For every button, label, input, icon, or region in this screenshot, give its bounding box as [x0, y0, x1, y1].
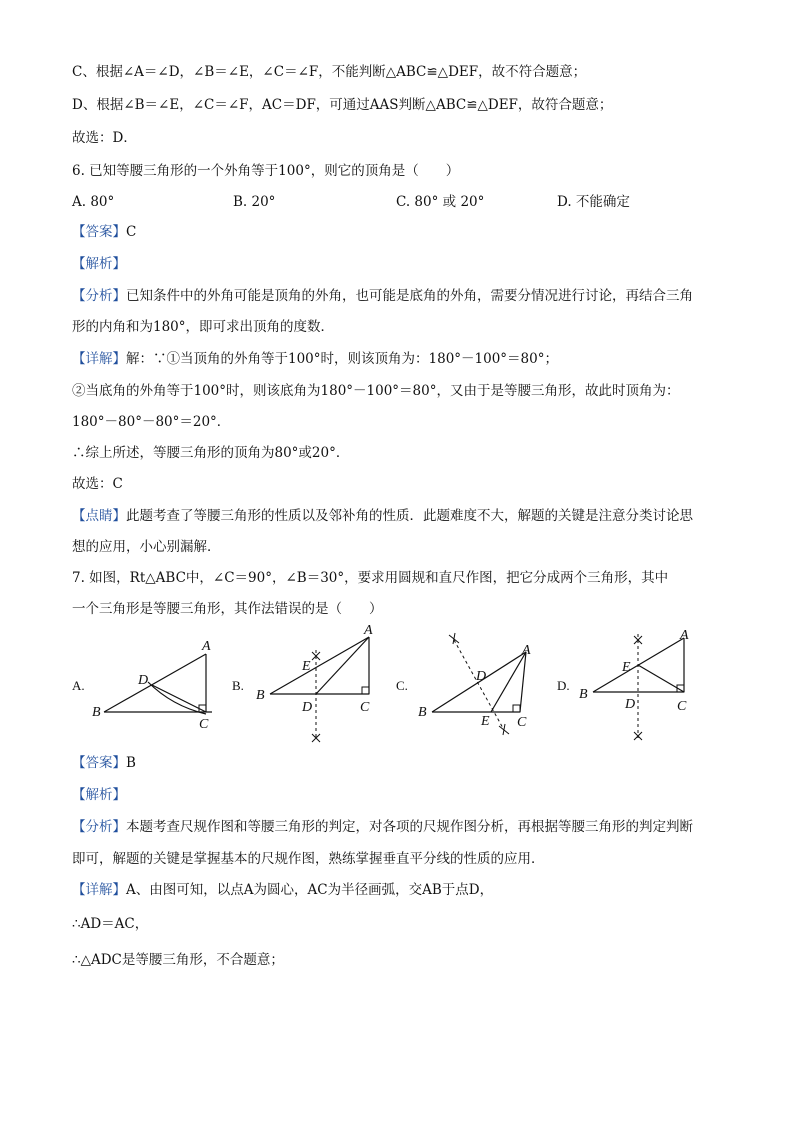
point-label: C — [199, 717, 209, 732]
figure-d-diagram — [557, 622, 707, 750]
text-line: 180°－80°－80°＝20°． — [72, 414, 231, 430]
answer-tag: 【答案】 — [72, 224, 126, 240]
text-line: 故选：C — [72, 476, 123, 492]
point-label: E — [622, 660, 631, 675]
answer-value: C — [126, 224, 137, 240]
figure-b-diagram — [232, 622, 382, 750]
text-line: ∴AD＝AC， — [72, 916, 149, 932]
point-label: D — [138, 673, 149, 688]
text-line: 形的内角和为180°，即可求出顶角的度数． — [72, 319, 335, 335]
analysis-line — [72, 817, 693, 837]
comment-line — [72, 506, 693, 526]
figure-option-label: B. — [232, 678, 244, 693]
point-label: D — [625, 697, 636, 712]
text-line: ∴综上所述，等腰三角形的顶角为80°或20°． — [72, 445, 350, 461]
point-label: B — [418, 705, 427, 720]
detail-line — [72, 880, 493, 900]
option-d: D. 不能确定 — [557, 194, 630, 210]
figure-option-label: A. — [72, 678, 85, 693]
text-line: 故选：D． — [72, 130, 137, 146]
answer-tag: 【答案】 — [72, 755, 126, 771]
text-line: 一个三角形是等腰三角形，其作法错误的是（ ） — [72, 601, 383, 617]
answer-line — [72, 222, 136, 242]
detail-line — [72, 349, 558, 369]
figure-a — [72, 630, 222, 730]
detail-text: 解：∵①当顶角的外角等于100°时，则该顶角为：180°－100°＝80°； — [126, 351, 558, 367]
figure-option-label: D. — [557, 678, 570, 693]
text-line: ②当底角的外角等于100°时，则该底角为180°－100°＝80°，又由于是等腰三角形，故此时顶角为： — [72, 383, 680, 399]
analysis-tag: 【解析】 — [72, 787, 126, 803]
point-label: E — [302, 659, 311, 674]
text-line: C、根据∠A＝∠D，∠B＝∠E，∠C＝∠F，不能判断△ABC≌△DEF，故不符合题意； — [72, 64, 587, 80]
text-line: D、根据∠B＝∠E，∠C＝∠F，AC＝DF，可通过AAS判断△ABC≌△DEF，故符合题意； — [72, 97, 613, 113]
point-label: A — [364, 623, 373, 638]
option-c: C. 80° 或 20° — [396, 194, 485, 210]
answer-line — [72, 753, 136, 773]
text-line: ∴△ADC是等腰三角形，不合题意； — [72, 952, 284, 968]
figure-a-diagram — [72, 630, 222, 730]
section-tag: 【点睛】 — [72, 508, 126, 524]
text-line: 即可，解题的关键是掌握基本的尺规作图，熟练掌握垂直平分线的性质的应用． — [72, 851, 545, 867]
point-label: D — [302, 700, 313, 715]
analysis-tag: 【解析】 — [72, 256, 126, 272]
point-label: A — [680, 628, 689, 643]
question-6: 6. 已知等腰三角形的一个外角等于100°，则它的顶角是（ ） — [72, 163, 460, 179]
figure-b — [232, 622, 382, 750]
point-label: B — [579, 687, 588, 702]
section-tag: 【分析】 — [72, 288, 126, 304]
point-label: A — [522, 643, 531, 658]
point-label: E — [481, 714, 490, 729]
text-line: 想的应用，小心别漏解． — [72, 539, 221, 555]
analysis-line — [72, 286, 693, 306]
section-tag: 【详解】 — [72, 882, 126, 898]
question-7: 7. 如图，Rt△ABC中，∠C＝90°，∠B＝30°，要求用圆规和直尺作图，把它分成两个三角形，其中 — [72, 570, 669, 586]
figure-option-label: C. — [396, 678, 408, 693]
option-a: A. 80° — [72, 194, 115, 210]
analysis-text: 本题考查尺规作图和等腰三角形的判定，对各项的尺规作图分析，再根据等腰三角形的判定判断 — [126, 819, 693, 835]
detail-text: A、由图可知，以点A为圆心，AC为半径画弧，交AB于点D， — [126, 882, 494, 898]
option-b: B. 20° — [233, 194, 276, 210]
point-label: D — [476, 669, 487, 684]
answer-value: B — [126, 755, 136, 771]
section-tag: 【分析】 — [72, 819, 126, 835]
comment-text: 此题考查了等腰三角形的性质以及邻补角的性质．此题难度不大，解题的关键是注意分类讨论思 — [126, 508, 693, 524]
point-label: B — [92, 705, 101, 720]
point-label: C — [360, 700, 370, 715]
figure-c — [396, 630, 546, 742]
point-label: C — [517, 715, 527, 730]
figure-d — [557, 622, 707, 750]
point-label: B — [256, 688, 265, 703]
point-label: C — [677, 699, 687, 714]
point-label: A — [202, 639, 211, 654]
analysis-text: 已知条件中的外角可能是顶角的外角，也可能是底角的外角，需要分情况进行讨论，再结合三角 — [126, 288, 693, 304]
section-tag: 【详解】 — [72, 351, 126, 367]
figure-c-diagram — [396, 630, 546, 742]
